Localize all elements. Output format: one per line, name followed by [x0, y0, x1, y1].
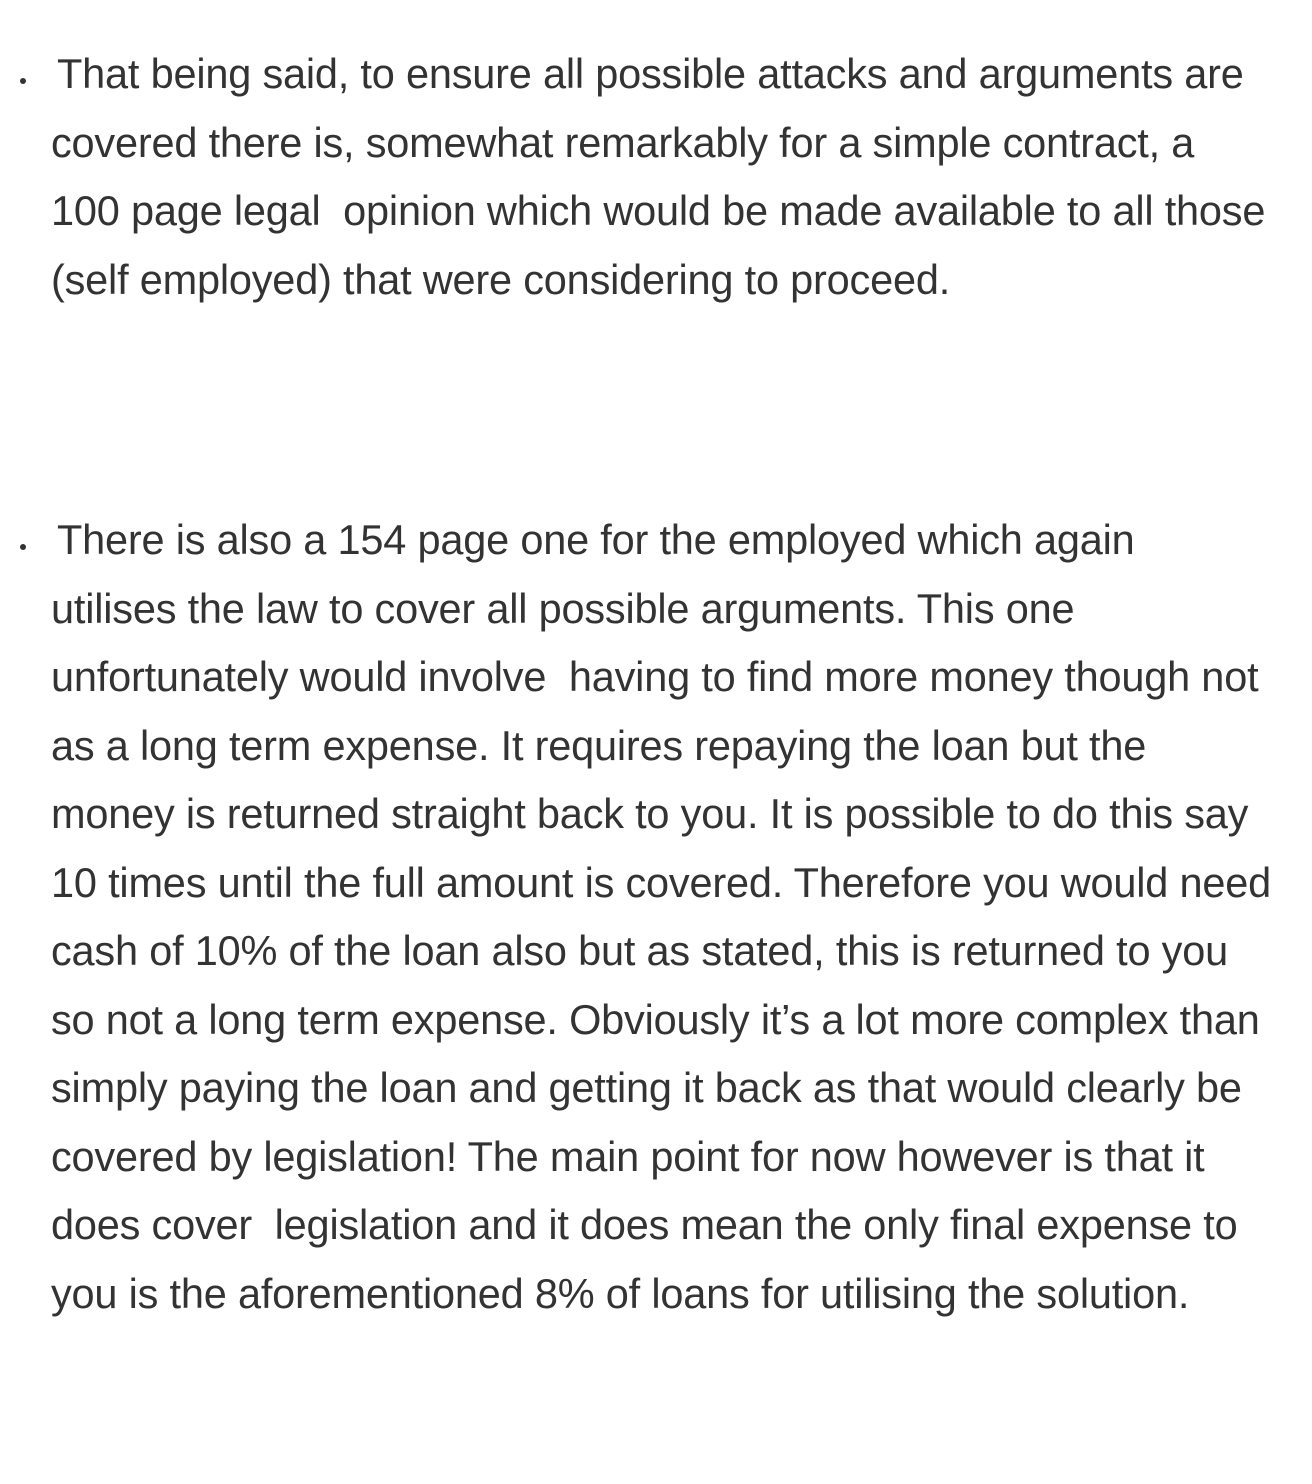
list-item-text: There is also a 154 page one for the employed which again utilises the law to cover all possible arguments. This one unfortunately would involve having to find more money though not as a long term expense. It requires repaying the loan but the money is returned straight back to you. It is possible to do this say 10 times until the full amount is covered. Therefore you would need cash of 10% of the loan also but as stated, this is returned to you so not a long term expense. Obviously it’s a lot more complex than simply paying the loan and getting it back as that would clearly be covered by legislation! The main point for now however is that it does cover legislation and it does mean the only final expense to you is the aforementioned 8% of loans for utilising the solution. [51, 516, 1283, 1317]
bullet-icon [20, 78, 30, 88]
bullet-icon [20, 544, 30, 554]
list-item-text: That being said, to ensure all possible attacks and arguments are covered there is, somewhat remarkably for a simple contract, a 100 page legal opinion which would be made available to all those (self employed) that were considering to proceed. [51, 50, 1277, 303]
